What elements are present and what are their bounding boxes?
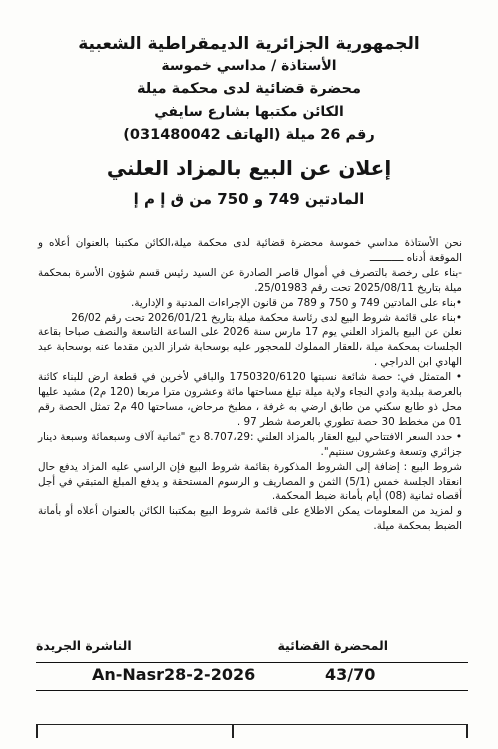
footer-divider	[36, 724, 38, 738]
signature-newspaper: الناشرة الجريدة	[36, 638, 132, 653]
body-paragraph-property: • المتمثل في: حصة شائعة نسبتها 1750320/6120 والباقي لأخرين في قطعة ارض للبناء كائنة بالعرصة ببلدية وادي النجاء ولاية ميلة تبلغ مساحتها مائة وعشرون مترا مربعا (120 م2) مشيد عليها محل ذو طابع سكني من طابق ارضي به غرفة ، مطبخ مرحاض، مساحتها 40 م2 تمثل الحصة رقم 01 من مخطط 30 حصة تطوري بالعرصة شطر 97 .	[38, 371, 462, 428]
body-paragraph-intro: نحن الأستاذة مداسي خموسة محضرة قضائية لدى محكمة ميلة،الكائن مكتبنا بالعنوان أعلاه و الموقعة أدناه ـــــــــــ	[38, 237, 462, 264]
body-paragraph-sale-terms: شروط البيع : إضافة إلى الشروط المذكورة بقائمة شروط البيع فإن الراسي عليه المزاد يدفع حال انعقاد الجلسة خمس (5/1) الثمن و المصاريف و الرسوم المستحقة و يدفع المبلغ المتبقي في أجل أقصاه ثمانية (08) أيام بأمانة ضبط المحكمة.	[38, 460, 462, 503]
footer-divider	[232, 724, 234, 738]
notice-title: إعلان عن البيع بالمزاد العلني	[106, 156, 392, 180]
header-bailiff-name: الأستاذة / مداسي خموسة	[161, 58, 337, 74]
body-paragraph-conditions-list: •بناء على قائمة شروط البيع لدى رئاسة محكمة ميلة بتاريخ 2026/01/21 تحت رقم 26/02	[71, 311, 462, 324]
footer-rule-top	[36, 662, 468, 663]
header-office-address: الكائن مكتبها بشارع سايفي	[154, 104, 344, 120]
body-paragraph-more-info: و لمزيد من المعلومات يمكن الاطلاع على قائمة شروط البيع بمكتبنا الكائن بالعنوان أعلاه أو بأمانة الضبط بمحكمة ميلة.	[38, 505, 462, 533]
body-paragraph-license: -بناء على رخصة بالتصرف في أموال قاصر الصادرة عن السيد رئيس قسم شؤون الأسرة بمحكمة ميلة بتاريخ 2025/08/11 تحت رقم 25/01983.	[38, 266, 462, 294]
notice-subtitle: المادتين 749 و 750 من ق إ م إ	[133, 190, 365, 208]
signature-bailiff: المحضرة القضائية	[277, 638, 388, 653]
footer-divider	[466, 724, 468, 738]
footer-publication: An-Nasr28-2-2026	[92, 665, 256, 684]
notice-body	[38, 236, 462, 534]
footer-border	[36, 724, 468, 739]
body-paragraph-articles: •بناء على المادتين 749 و 750 و 789 من قانون الإجراءات المدنية و الإدارية.	[131, 296, 462, 309]
header-bailiff-court: محضرة قضائية لدى محكمة ميلة	[137, 81, 361, 97]
header-country: الجمهورية الجزائرية الديمقراطية الشعبية	[78, 34, 420, 54]
footer-number: 43/70	[325, 665, 376, 684]
body-paragraph-auction-date: نعلن عن البيع بالمزاد العلني يوم 17 مارس سنة 2026 على الساعة التاسعة والنصف صباحا بقاعة الجلسات بمحكمة ميلة ،للعقار المملوك للمحجور عليه بوسحابة شراز الدين مقدما عنه بوسحابة عبد الهادي ابن الدراجي .	[38, 326, 462, 369]
header-phone: رقم 26 ميلة (الهاتف 031480042)	[123, 127, 375, 143]
footer-rule-bottom	[36, 690, 468, 691]
body-paragraph-price: • حدد السعر الافتتاحي لبيع العقار بالمزاد العلني :8.707،29 دج "ثمانية آلاف وسبعمائة وسبعة دينار جزائري وتسعة وعشرون سنتيم".	[38, 430, 462, 458]
